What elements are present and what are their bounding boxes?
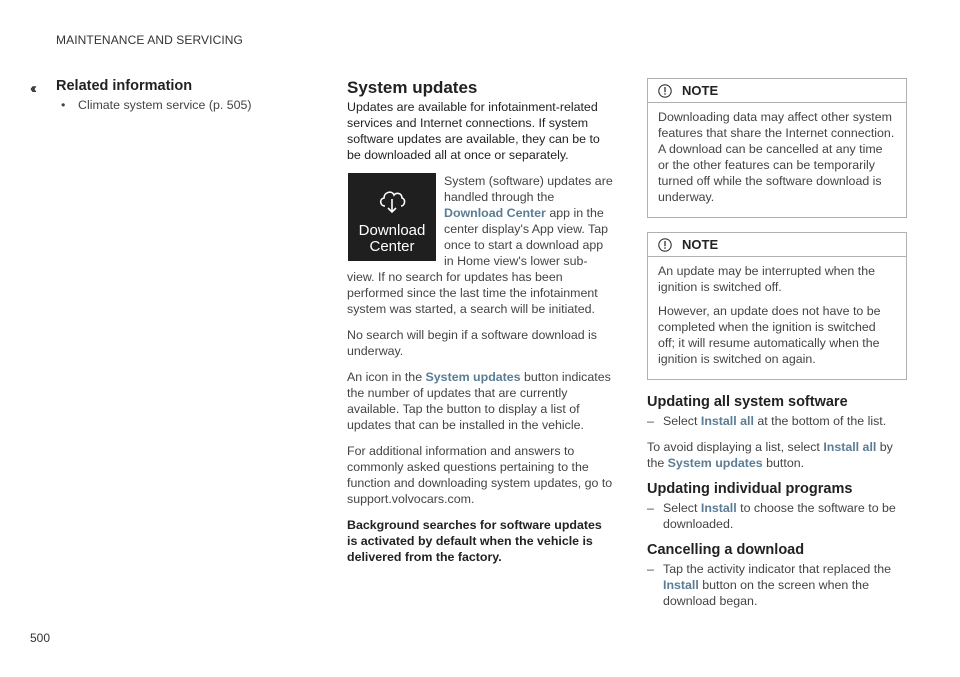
related-link-item[interactable] — [56, 97, 316, 113]
support-info-paragraph: For additional information and answers to commonly asked questions pertaining to the function and downloading system updates, go to support.volvocars.com. — [347, 444, 613, 506]
notes-and-procedures-column — [647, 78, 907, 619]
page-number: 500 — [30, 631, 51, 645]
dash-marker: – — [647, 562, 654, 576]
system-updates-button-label: System updates — [667, 456, 763, 470]
running-header: MAINTENANCE AND SERVICING — [56, 33, 243, 47]
system-updates-heading: System updates — [347, 78, 478, 97]
download-center-paragraph: System (software) updates are handled through the Download Center app in the center display's App view. Tap once to start a download app in Home view's lower sub-view. If no search for updates has been performed since the last time the infotainment system was started, a search will be initiated. — [347, 174, 613, 316]
intro-paragraph: Updates are available for infotainment-related services and Internet connections. If system software updates are available, they can be to be downloaded all at once or separately. — [347, 100, 600, 162]
note-text: An update may be interrupted when the ignition is switched off. — [658, 264, 875, 294]
cancel-step: – Tap the activity indicator that replaced the Install button on the screen when the download began. — [647, 562, 891, 608]
related-information-section — [56, 78, 316, 113]
install-all-step: – Select Install all at the bottom of the list. — [647, 414, 887, 428]
install-step: – Select Install to choose the software to be downloaded. — [647, 501, 896, 531]
avoid-list-paragraph: To avoid displaying a list, select Install all by the System updates button. — [647, 440, 893, 470]
install-all-label: Install all — [823, 440, 877, 454]
note-text: However, an update does not have to be completed when the ignition is switched off; it will resume automatically when the ignition is switched on again. — [658, 304, 881, 366]
note-title: NOTE — [682, 83, 719, 98]
continuation-arrows: ‹‹ — [30, 80, 34, 97]
install-label: Install — [700, 501, 737, 515]
updating-individual-heading: Updating individual programs — [647, 481, 853, 497]
related-information-heading: Related information — [56, 78, 193, 94]
install-all-label: Install all — [700, 414, 754, 428]
dash-marker: – — [647, 414, 654, 428]
background-search-paragraph: Background searches for software updates is activated by default when the vehicle is delivered from the factory. — [347, 518, 602, 564]
download-center-app-image — [348, 173, 436, 261]
info-icon — [658, 84, 672, 98]
note-text: Downloading data may affect other system features that share the Internet connection. A download can be cancelled at any time or the other features can be temporarily turned off while the software download is underway. — [658, 110, 895, 204]
download-center-app-label: Download Center — [358, 222, 426, 255]
system-updates-section — [347, 78, 615, 575]
no-search-paragraph: No search will begin if a software download is underway. — [347, 328, 598, 358]
note-box-download — [647, 78, 907, 218]
dash-marker: – — [647, 501, 654, 515]
bullet-icon: • — [61, 98, 66, 112]
cancelling-heading: Cancelling a download — [647, 542, 805, 558]
note-box-ignition — [647, 232, 907, 380]
install-label: Install — [663, 578, 699, 592]
note-title: NOTE — [682, 237, 719, 252]
system-updates-button-paragraph: An icon in the System updates button indicates the number of updates that are currently available. Tap the button to display a list of updates that can be installed in the vehicle. — [347, 370, 611, 432]
cloud-download-icon — [376, 185, 408, 217]
info-icon — [658, 238, 672, 252]
download-center-link: Download Center — [444, 206, 546, 220]
system-updates-button-label: System updates — [425, 370, 521, 384]
related-link-label[interactable]: Climate system service (p. 505) — [78, 98, 252, 112]
updating-all-heading: Updating all system software — [647, 394, 848, 410]
